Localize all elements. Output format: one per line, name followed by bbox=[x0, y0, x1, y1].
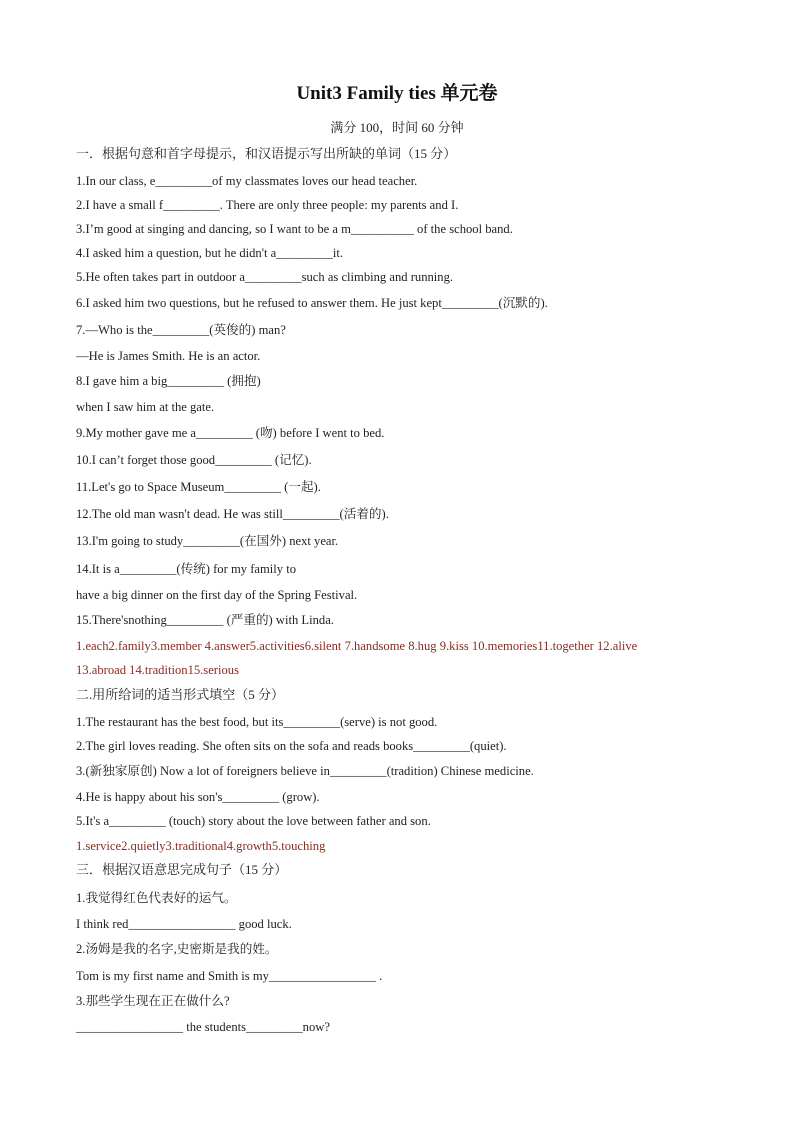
question-line: 6.I asked him two questions, but he refused to answer them. He just kept_________(沉默的). bbox=[76, 296, 548, 310]
answer-key: 1.each2.family3.member 4.answer5.activities6.silent 7.handsome 8.hug 9.kiss 10.memories11.together 12.alive bbox=[76, 639, 638, 653]
question-line: 7.—Who is the_________(英俊的) man? bbox=[76, 323, 286, 337]
question-line: 15.There'snothing_________ (严重的) with Linda. bbox=[76, 613, 334, 627]
question-line: 4.I asked him a question, but he didn't a_________it. bbox=[76, 246, 344, 260]
question-line: 14.It is a_________(传统) for my family to bbox=[76, 562, 297, 576]
question-line: —He is James Smith. He is an actor. bbox=[76, 349, 261, 363]
question-line: 2.I have a small f_________. There are only three people: my parents and I. bbox=[76, 198, 459, 212]
question-line: 3.I’m good at singing and dancing, so I want to be a m__________ of the school band. bbox=[76, 222, 513, 236]
question-line: 1.In our class, e_________of my classmates loves our head teacher. bbox=[76, 174, 418, 188]
section1-heading: 一．根据句意和首字母提示，和汉语提示写出所缺的单词（15 分） bbox=[76, 146, 457, 161]
page-title: Unit3 Family ties 单元卷 bbox=[296, 83, 498, 104]
question-line: 3.那些学生现在正在做什么? bbox=[76, 994, 230, 1008]
question-line: 8.I gave him a big_________ (拥抱) bbox=[76, 374, 261, 388]
question-line: _________________ the students_________now? bbox=[76, 1020, 330, 1034]
question-line: 1.我觉得红色代表好的运气。 bbox=[76, 891, 237, 905]
question-line: 1.The restaurant has the best food, but its_________(serve) is not good. bbox=[76, 715, 438, 729]
question-line: 5.He often takes part in outdoor a_________such as climbing and running. bbox=[76, 270, 454, 284]
question-line: 3.(新独家原创) Now a lot of foreigners believe in_________(tradition) Chinese medicine. bbox=[76, 764, 534, 778]
question-line: Tom is my first name and Smith is my_________________ . bbox=[76, 969, 383, 983]
answer-key: 1.service2.quietly3.traditional4.growth5.touching bbox=[76, 839, 326, 853]
section2-heading: 二.用所给词的适当形式填空（5 分） bbox=[76, 687, 285, 702]
question-line: I think red_________________ good luck. bbox=[76, 917, 292, 931]
score-time-info: 满分 100，时间 60 分钟 bbox=[330, 120, 464, 135]
answer-key: 13.abroad 14.tradition15.serious bbox=[76, 663, 239, 677]
question-line: 9.My mother gave me a_________ (吻) before I went to bed. bbox=[76, 426, 385, 440]
section3-heading: 三．根据汉语意思完成句子（15 分） bbox=[76, 862, 288, 877]
question-line: 2.汤姆是我的名字,史密斯是我的姓。 bbox=[76, 942, 278, 956]
question-line: 13.I'm going to study_________(在国外) next year. bbox=[76, 534, 339, 548]
question-line: 2.The girl loves reading. She often sits on the sofa and reads books_________(quiet). bbox=[76, 739, 507, 753]
question-line: 4.He is happy about his son's_________ (grow). bbox=[76, 790, 320, 804]
question-line: 11.Let's go to Space Museum_________ (一起). bbox=[76, 480, 321, 494]
question-line: 5.It's a_________ (touch) story about the love between father and son. bbox=[76, 814, 431, 828]
question-line: 10.I can’t forget those good_________ (记忆). bbox=[76, 453, 312, 467]
question-line: 12.The old man wasn't dead. He was still_________(活着的). bbox=[76, 507, 389, 521]
question-line: have a big dinner on the first day of the Spring Festival. bbox=[76, 588, 358, 602]
question-line: when I saw him at the gate. bbox=[76, 400, 215, 414]
